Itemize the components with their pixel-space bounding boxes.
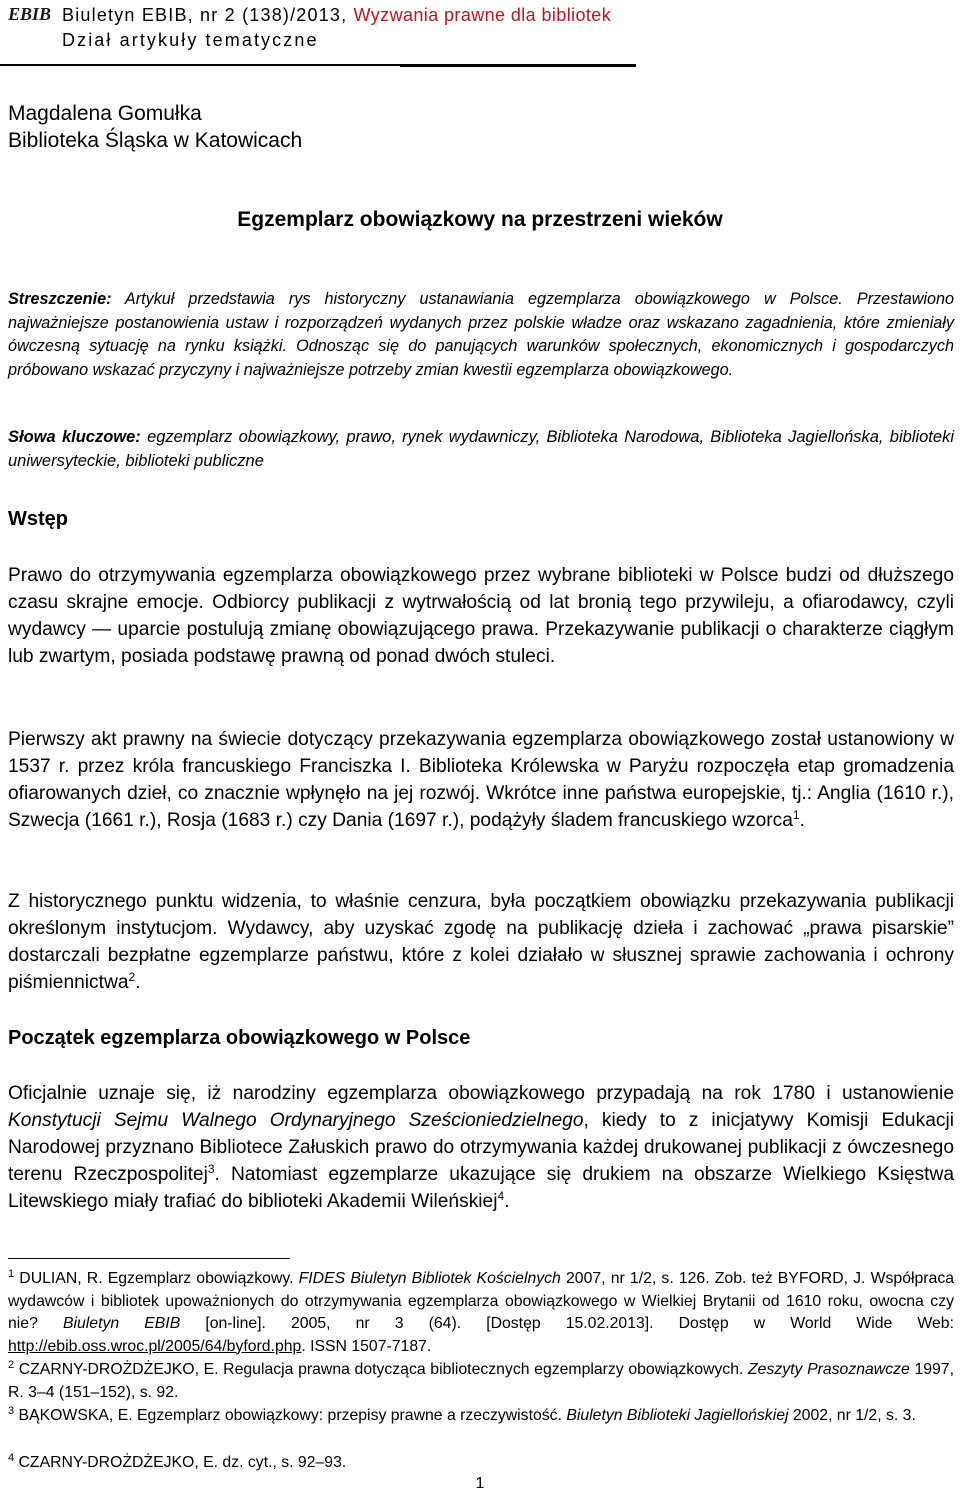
paragraph <box>8 726 954 834</box>
footnote-separator <box>8 1258 290 1259</box>
footnote-number: 1 <box>8 1268 15 1280</box>
keywords <box>8 425 954 473</box>
section-heading-poczatek: Początek egzemplarza obowiązkowego w Polsce <box>8 1027 471 1049</box>
paragraph-text: . Natomiast egzemplarze ukazujące się drukiem na obszarze Wielkiego Księstwa Litewskiego miały trafiać do biblioteki Akademii Wileńskiej <box>8 1164 954 1212</box>
footnote-1 <box>8 1268 954 1358</box>
svg-text:EBIB: EBIB <box>8 4 51 24</box>
paragraph <box>8 1080 954 1215</box>
paragraph-text: , kiedy to z inicjatywy Komisji Edukacji Narodowej przyznano Bibliotece Załuskich prawo do otrzymywania każdej drukowanej publikacji z ówczesnego terenu Rzeczpospolitej <box>8 1110 954 1185</box>
footnote-text: . ISSN 1507-7187. <box>301 1337 432 1355</box>
keywords-text: egzemplarz obowiązkowy, prawo, rynek wydawniczy, Biblioteka Narodowa, Biblioteka Jagiellońska, biblioteki uniwersyteckie, biblioteki publiczne <box>8 428 954 470</box>
issue-theme: Wyzwania prawne dla bibliotek <box>353 5 612 25</box>
header-rule <box>0 64 636 67</box>
author-affiliation: Biblioteka Śląska w Katowicach <box>8 129 303 152</box>
page-header <box>0 0 960 70</box>
author-name: Magdalena Gomułka <box>8 102 202 125</box>
paragraph-text: Z historycznego punktu widzenia, to właśnie cenzura, była początkiem obowiązku przekazywania publikacji określonym instytucjom. Wydawcy, aby uzyskać zgodę na publikację dzieła i zachować „prawa pisarskie” dostarczali bezpłatne egzemplarze państwu, które z kolei działało w słusznej sprawie zachowania i ochrony piśmiennictwa <box>8 891 954 993</box>
footnote-text: 2007, nr 1/2, s. 126. Zob. też BYFORD, J. Współpraca wydawców i bibliotek upoważnionych do otrzymywania egzemplarza obowiązkowego w Wielkiej Brytanii od 1610 roku, owocna czy nie? <box>8 1270 955 1332</box>
author-block <box>8 100 302 154</box>
journal-title: Biuletyn EBIB, nr 2 (138)/2013, <box>62 5 348 25</box>
footnote-number: 3 <box>8 1405 15 1417</box>
footnote-text: 2002, nr 1/2, s. 3. <box>788 1407 916 1424</box>
footnote-text: CZARNY-DROŻDŻEJKO, E. dz. cyt., s. 92–93. <box>18 1454 347 1471</box>
footnote-italic: FIDES Biuletyn Bibliotek Kościelnych <box>298 1270 561 1287</box>
footnote-text: BĄKOWSKA, E. Egzemplarz obowiązkowy: przepisy prawne a rzeczywistość. <box>18 1407 567 1424</box>
footnote-2 <box>8 1359 954 1404</box>
footnote-text: DULIAN, R. Egzemplarz obowiązkowy. <box>19 1270 299 1287</box>
section-heading-wstep: Wstęp <box>8 508 68 530</box>
footnote-ref[interactable]: 3 <box>207 1162 215 1176</box>
section-name: Dział artykuły tematyczne <box>62 30 319 50</box>
paragraph: Prawo do otrzymywania egzemplarza obowiązkowego przez wybrane biblioteki w Polsce budzi od dłuższego czasu skrajne emocje. Odbiorcy publikacji z wytrwałością od lat bronią tego przywileju, a ofiarodawcy, czyli wydawcy — uparcie postulują zmianę obowiązującego prawa. Przekazywanie publikacji o charakterze ciągłym lub zwartym, posiada podstawę prawną od ponad dwóch stuleci. <box>8 565 954 667</box>
paragraph-text: . <box>799 810 805 831</box>
ebib-logo <box>7 3 51 25</box>
journal-line <box>62 5 611 26</box>
keywords-label: Słowa kluczowe: <box>8 428 141 446</box>
document-title-italic: Konstytucji Sejmu Walnego Ordynaryjnego Sześcioniedzielnego <box>8 1110 584 1131</box>
article-title: Egzemplarz obowiązkowy na przestrzeni wieków <box>237 208 723 231</box>
footnote-ref[interactable]: 4 <box>497 1189 505 1203</box>
footnote-italic: Zeszyty Prasoznawcze <box>748 1361 910 1378</box>
footnote-ref[interactable]: 1 <box>792 808 800 822</box>
abstract-text: Artykuł przedstawia rys historyczny ustanawiania egzemplarza obowiązkowego w Polsce. Przestawiono najważniejsze postanowienia ustaw i rozporządzeń wydanych przez polskie władze oraz wskazano zagadnienia, które zmieniały ówczesną sytuację na rynku książki. Odnosząc się do panujących warunków społecznych, ekonomicznych i gospodarczych próbowano wskazać przyczyny i najważniejsze potrzeby zmian kwestii egzemplarza obowiązkowego. <box>8 290 954 379</box>
footnote-text: CZARNY-DROŻDŻEJKO, E. Regulacja prawna dotycząca bibliotecznych egzemplarzy obowiązkowych. <box>18 1361 749 1378</box>
paragraph <box>8 888 954 996</box>
paragraph-text: . <box>135 972 141 993</box>
footnote-text: [on-line]. 2005, nr 3 (64). [Dostęp 15.02.2013]. Dostęp w World Wide Web: <box>180 1315 954 1332</box>
paragraph-text: . <box>504 1191 510 1212</box>
page-number: 1 <box>475 1475 485 1492</box>
footnote-number: 2 <box>8 1359 15 1371</box>
footnote-ref[interactable]: 2 <box>128 970 136 984</box>
footnote-text: 1997, R. 3–4 (151–152), s. 92. <box>8 1361 954 1401</box>
footnote-link[interactable]: http://ebib.oss.wroc.pl/2005/64/byford.php <box>8 1337 302 1355</box>
paragraph-text: Pierwszy akt prawny na świecie dotyczący przekazywania egzemplarza obowiązkowego został ustanowiony w 1537 r. przez króla francuskiego Franciszka I. Biblioteka Królewska w Paryżu rozpoczęła etap gromadzenia ofiarowanych dzieł, co znacznie wpłynęło na jej rozwój. Wkrótce inne państwa europejskie, tj.: Anglia (1610 r.), Szwecja (1661 r.), Rosja (1683 r.) czy Dania (1697 r.), podążyły śladem francuskiego wzorca <box>8 729 954 831</box>
abstract <box>8 288 954 382</box>
paragraph-text: Oficjalnie uznaje się, iż narodziny egzemplarza obowiązkowego przypadają na rok 1780 i ustanowienie <box>8 1083 954 1104</box>
footnote-3 <box>8 1405 954 1428</box>
abstract-label: Streszczenie: <box>8 290 112 308</box>
footnote-italic: Biuletyn Biblioteki Jagiellońskiej <box>566 1407 789 1424</box>
footnote-italic: Biuletyn EBIB <box>62 1315 181 1332</box>
footnote-number: 4 <box>8 1452 15 1464</box>
footnote-4 <box>8 1452 954 1475</box>
